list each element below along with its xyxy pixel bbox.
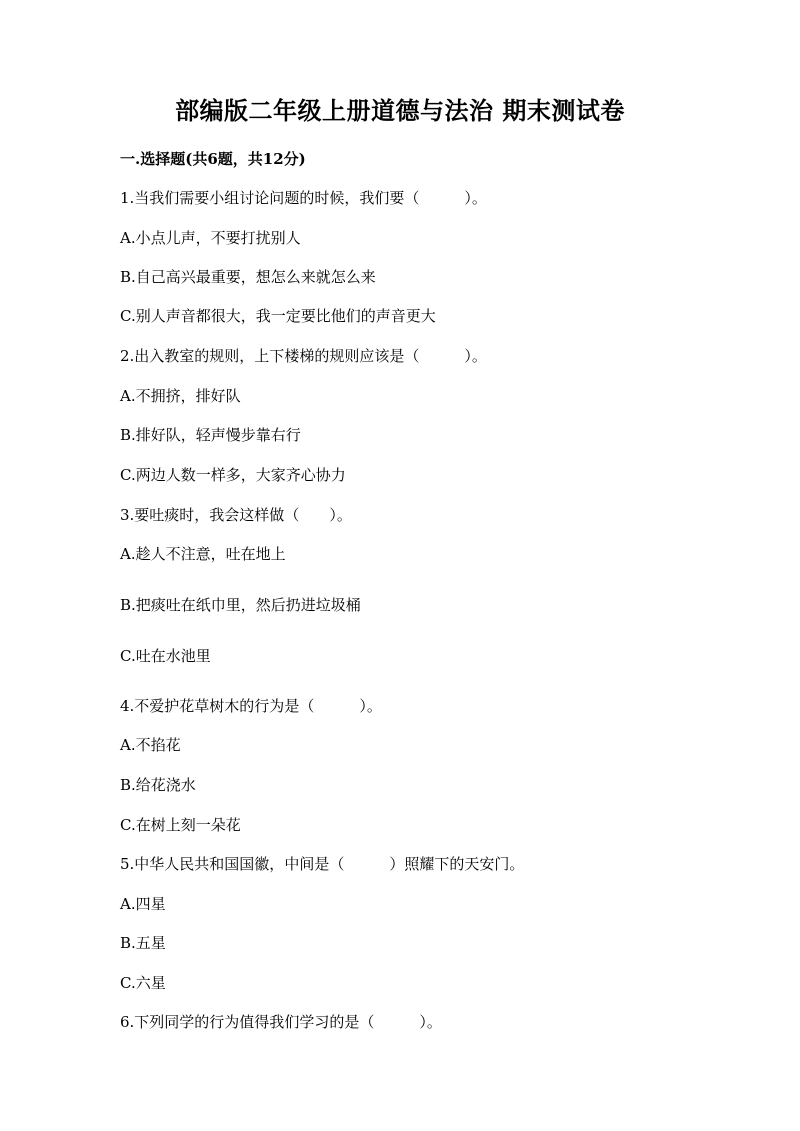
option-a: A.不掐花 bbox=[120, 736, 181, 754]
question-stem: 2.出入教室的规则，上下楼梯的规则应该是（ ）。 bbox=[120, 347, 487, 365]
page-title: 部编版二年级上册道德与法治 期末测试卷 bbox=[175, 96, 625, 125]
option-b: B.把痰吐在纸巾里，然后扔进垃圾桶 bbox=[120, 596, 361, 614]
question-stem: 6.下列同学的行为值得我们学习的是（ ）。 bbox=[120, 1013, 442, 1031]
option-a: A.四星 bbox=[120, 895, 166, 913]
option-c: C.在树上刻一朵花 bbox=[120, 816, 241, 834]
question-stem: 3.要吐痰时，我会这样做（ ）。 bbox=[120, 506, 352, 524]
option-a: A.小点儿声，不要打扰别人 bbox=[120, 229, 301, 247]
question-stem: 4.不爱护花草树木的行为是（ ）。 bbox=[120, 697, 382, 715]
option-a: A.不拥挤，排好队 bbox=[120, 387, 241, 405]
option-c: C.吐在水池里 bbox=[120, 647, 211, 665]
option-b: B.自己高兴最重要，想怎么来就怎么来 bbox=[120, 268, 376, 286]
option-c: C.两边人数一样多，大家齐心协力 bbox=[120, 466, 346, 484]
option-b: B.给花浇水 bbox=[120, 776, 196, 794]
section-heading: 一.选择题(共6题，共12分) bbox=[120, 150, 306, 168]
option-c: C.六星 bbox=[120, 974, 166, 992]
option-a: A.趁人不注意，吐在地上 bbox=[120, 545, 286, 563]
question-stem: 5.中华人民共和国国徽，中间是（ ）照耀下的天安门。 bbox=[120, 855, 525, 873]
option-c: C.别人声音都很大，我一定要比他们的声音更大 bbox=[120, 307, 436, 325]
option-b: B.排好队，轻声慢步靠右行 bbox=[120, 426, 301, 444]
option-b: B.五星 bbox=[120, 934, 166, 952]
question-stem: 1.当我们需要小组讨论问题的时候，我们要（ ）。 bbox=[120, 189, 487, 207]
